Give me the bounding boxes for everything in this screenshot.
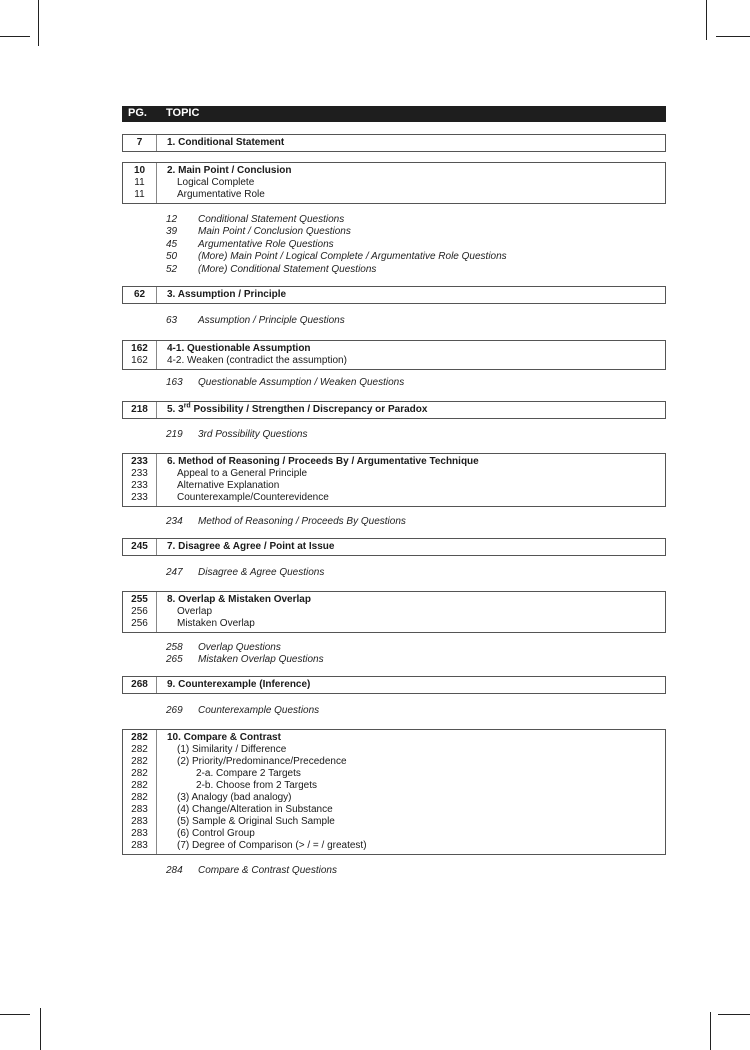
crop-mark-top-left-v (38, 0, 39, 46)
toc-section-box (122, 401, 666, 419)
question-set-title: Disagree & Agree Questions (198, 567, 325, 578)
toc-page-number: 268 (131, 679, 148, 690)
toc-page-number: 282 (131, 744, 148, 755)
crop-mark-top-left-h (0, 36, 30, 37)
toc-row (123, 492, 665, 504)
toc-page-number: 283 (131, 816, 148, 827)
toc-topic-superscript: rd (183, 402, 191, 410)
crop-mark-bottom-right-v (710, 1012, 711, 1050)
toc-row (123, 768, 665, 780)
toc-page-number: 256 (131, 618, 148, 629)
toc-topic: 1. Conditional Statement (167, 137, 285, 148)
toc-topic: 4-2. Weaken (contradict the assumption) (167, 355, 347, 366)
toc-page-number: 245 (131, 541, 148, 552)
question-set-title: Overlap Questions (198, 642, 281, 653)
toc-page-number: 162 (131, 343, 148, 354)
toc-page-number: 11 (134, 189, 145, 200)
question-set-title: (More) Conditional Statement Questions (198, 263, 377, 275)
toc-topic: Appeal to a General Principle (177, 468, 308, 479)
toc-row (123, 804, 665, 816)
header-pg: PG. (128, 107, 147, 119)
question-set-title: Questionable Assumption / Weaken Questions (198, 377, 405, 388)
toc-row (123, 756, 665, 768)
question-set-title: Compare & Contrast Questions (198, 865, 337, 876)
toc-topic: Mistaken Overlap (177, 618, 255, 629)
toc-row (123, 456, 665, 468)
toc-topic: (3) Analogy (bad analogy) (177, 792, 292, 803)
toc-topic: (7) Degree of Comparison (> / = / greatest) (177, 840, 367, 851)
question-page-number: 63 (166, 315, 178, 326)
toc-section-box (122, 538, 666, 556)
question-page-number: 265 (166, 654, 183, 666)
toc-topic: 3. Assumption / Principle (167, 289, 287, 300)
toc-row (123, 541, 665, 553)
crop-mark-top-right-v (706, 0, 707, 40)
toc-section-box (122, 676, 666, 694)
toc-page-number: 283 (131, 840, 148, 851)
toc-topic: (5) Sample & Original Such Sample (177, 816, 335, 827)
question-set-title: Argumentative Role Questions (198, 238, 334, 250)
toc-row (123, 780, 665, 792)
toc-row (123, 165, 665, 177)
toc-topic (167, 404, 427, 416)
crop-mark-top-right-h (716, 36, 750, 37)
toc-page-number: 282 (131, 732, 148, 743)
toc-topic: 2-a. Compare 2 Targets (196, 768, 301, 779)
toc-page-number: 162 (131, 355, 148, 366)
toc-section-box (122, 162, 666, 204)
toc-topic: Alternative Explanation (177, 480, 280, 491)
header-topic: TOPIC (166, 107, 200, 119)
toc-row (123, 468, 665, 480)
question-page-number: 219 (166, 429, 183, 440)
toc-topic: 9. Counterexample (Inference) (167, 679, 311, 690)
toc-topic: (2) Priority/Predominance/Precedence (177, 756, 347, 767)
toc-topic-part: 5. 3 (167, 404, 184, 415)
toc-row (123, 816, 665, 828)
toc-row (123, 343, 665, 355)
toc-row (123, 744, 665, 756)
toc-topic: 10. Compare & Contrast (167, 732, 281, 743)
question-set-title: Method of Reasoning / Proceeds By Questions (198, 516, 406, 527)
question-page-number: 50 (166, 251, 178, 263)
toc-page-number: 62 (133, 289, 146, 300)
toc-topic: Argumentative Role (177, 189, 265, 200)
toc-row (123, 480, 665, 492)
question-set-title: Assumption / Principle Questions (198, 315, 345, 326)
toc-page-number: 283 (131, 828, 148, 839)
question-page-number: 39 (166, 226, 178, 238)
toc-page-number: 256 (131, 606, 148, 617)
toc-section-box (122, 591, 666, 633)
question-set-title: Mistaken Overlap Questions (198, 654, 324, 666)
question-page-number: 45 (166, 238, 178, 250)
toc-page-number: 11 (134, 177, 145, 188)
toc-page-number: 282 (131, 780, 148, 791)
toc-section-box (122, 453, 666, 507)
question-set-title: Conditional Statement Questions (198, 214, 345, 225)
toc-topic: (1) Similarity / Difference (177, 744, 287, 755)
toc-row (123, 792, 665, 804)
toc-page-number: 233 (131, 492, 148, 503)
toc-page-number: 282 (131, 792, 148, 803)
toc-page-number: 10 (133, 165, 146, 176)
crop-mark-bottom-right-h (718, 1014, 750, 1015)
toc-row (123, 404, 665, 416)
toc-row (123, 189, 665, 201)
toc-row (123, 679, 665, 691)
question-page-number: 269 (166, 705, 183, 716)
toc-row (123, 289, 665, 301)
toc-row (123, 732, 665, 744)
toc-topic: 8. Overlap & Mistaken Overlap (167, 594, 311, 605)
toc-page-number: 233 (131, 468, 148, 479)
toc-row (123, 828, 665, 840)
toc-topic: 6. Method of Reasoning / Proceeds By / Argumentative Technique (167, 456, 479, 467)
crop-mark-bottom-left-v (40, 1008, 41, 1050)
question-page-number: 284 (166, 865, 183, 876)
question-set-title: Main Point / Conclusion Questions (198, 226, 351, 238)
toc-page-number: 233 (131, 456, 148, 467)
question-page-number: 12 (166, 214, 178, 225)
table-header (122, 106, 666, 122)
toc-row (123, 355, 665, 367)
question-page-number: 234 (166, 516, 183, 527)
toc-page-number: 7 (136, 137, 143, 148)
toc-section-box (122, 286, 666, 304)
question-set-title: 3rd Possibility Questions (198, 429, 308, 440)
question-set-title: (More) Main Point / Logical Complete / Argumentative Role Questions (198, 251, 507, 263)
toc-topic: (6) Control Group (177, 828, 255, 839)
toc-topic: Overlap (177, 606, 213, 617)
toc-row (123, 606, 665, 618)
toc-section-box (122, 134, 666, 152)
toc-topic-part: Possibility / Strengthen / Discrepancy or Paradox (190, 404, 428, 415)
toc-row (123, 177, 665, 189)
crop-mark-bottom-left-h (0, 1014, 30, 1015)
question-page-number: 258 (166, 642, 183, 653)
toc-topic: 4-1. Questionable Assumption (167, 343, 311, 354)
toc-page-number: 282 (131, 768, 148, 779)
toc-page-number: 282 (131, 756, 148, 767)
toc-row (123, 137, 665, 149)
question-set-title: Counterexample Questions (198, 705, 320, 716)
toc-page-number: 233 (131, 480, 148, 491)
toc-page-number: 255 (131, 594, 148, 605)
toc-row (123, 594, 665, 606)
toc-page-number: 218 (131, 404, 148, 415)
toc-row (123, 618, 665, 630)
toc-topic: Counterexample/Counterevidence (177, 492, 329, 503)
toc-topic: 2-b. Choose from 2 Targets (196, 780, 317, 791)
question-page-number: 52 (166, 263, 178, 275)
question-page-number: 163 (166, 377, 183, 388)
toc-row (123, 840, 665, 852)
toc-topic: (4) Change/Alteration in Substance (177, 804, 333, 815)
toc-topic: 2. Main Point / Conclusion (167, 165, 292, 176)
toc-page-number: 283 (131, 804, 148, 815)
toc-section-box (122, 340, 666, 370)
question-page-number: 247 (166, 567, 183, 578)
toc-topic: Logical Complete (177, 177, 255, 188)
toc-topic: 7. Disagree & Agree / Point at Issue (167, 541, 335, 552)
toc-section-box (122, 729, 666, 855)
